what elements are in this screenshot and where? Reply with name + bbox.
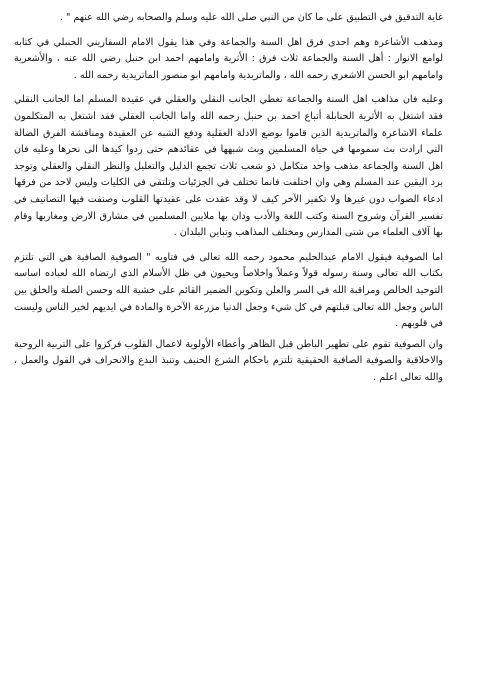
paragraph-sufism: اما الصوفية فيقول الامام عبدالحليم محمود رحمه الله تعالى في فتاويه " الصوفية الصافية هي التي تلتزم بكتاب الله تعالى وسنة رسوله قولاً وعملاً واخلاصاً ويحيون في ظل الأسلام الذي ارتضاه الله لعباده اساسه التوحيد الخالص ومراقبة الله في السر والعلن وتكوين الضمير القائم على خشية الله وحسن الصلة والخلق بين الناس وجعل الله تعالى قبلتهم في كل شيء وجعل الدنيا مزرعة الآخرة والمادة في ايديهم لخير الناس وليست في قلوبهم .	[14, 251, 443, 330]
paragraph-sufism-conclusion: وان الصوفية تقوم على تطهير الباطن قبل الظاهر وأعطاء الأولوية لاعمال القلوب فركزوا على التربية الروحية والاخلاقية والصوفية الصافية الحقيقية تلتزم باحكام الشرع الحنيف وتنبذ البدع والانحراف في القول والعمل ، والله تعالى اعلم .	[14, 338, 443, 383]
paragraph-ashaira: ومذهب الأشاعرة وهم احدى فرق اهل السنة والجماعة وفي هذا يقول الامام السفاريني الحنبلي في كتابه لوامع الانوار : أهل السنة والجماعة ثلاث فرق : الأثرية وامامهم احمد ابن حنبل رضي الله عنه ، والأشعرية وامامهم ابو الحسن الاشعري رحمه الله ، والماتريدية وامامهم ابو منصور الماتريدية رحمه الله .	[14, 36, 443, 81]
paragraph-ahl-alsunna: وعليه فان مذاهب اهل السنة والجماعة تغطي الجانب النقلي والعقلي في عقيدة المسلم اما الجانب النقلي فقد اشتغل به الأثرية الحنابلة أتباع احمد بن حنبل رحمه الله واما الجانب العقلي فقد اشتغل به المتكلمون علماء الاشاعرة والماتريدية الذين قاموا بوضع الادلة العقلية ودفع الشبه عن العقيدة ومناقشة الفرق الضالة التي ارادت بث سمومها في حياة المسلمين وبث شبهها في عقائدهم حتى ردوا كيدها الى نحرها وعليه فان اهل السنة والجماعة مذهب واحد متكامل ذو شعب ثلاث تجمع الدليل والتعليل والنظر النقلي والعقلي وتوجد برد اليقين عند المسلم وهي وان اختلفت فانما تختلف في الجزئيات وتلتقي في الكليات وليس لاحد من فرقها ادعاء الصواب دون غيرها ولا تكفير الآخر كيف لا وقد عقدت على عقيدتها القلوب وصنفت فيها التصانيف في تفسير القرآن وشروح السنة وكتب اللغة والأدب ودان بها ملايين المسلمين في مشارق الارض ومغاربها وقام بها آلاف العلماء من شتى المدارس ومختلف المذاهب وتباين البلدان .	[14, 94, 443, 239]
paragraph-continuation: غاية التدقيق في التطبيق على ما كان من النبي صلى الله عليه وسلم والصحابه رضي الله عنهم " .	[59, 12, 443, 23]
